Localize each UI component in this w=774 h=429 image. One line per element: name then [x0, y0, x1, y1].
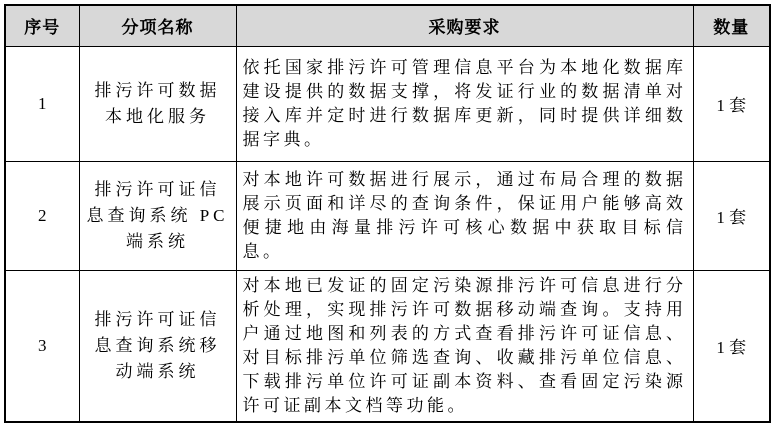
cell-index: 2 — [5, 161, 79, 270]
table-row — [5, 46, 770, 161]
table-row — [5, 161, 770, 270]
cell-quantity: 1 套 — [693, 270, 770, 422]
col-header-item-name: 分项名称 — [79, 5, 236, 46]
document-page — [4, 4, 769, 423]
col-header-index: 序号 — [5, 5, 79, 46]
cell-item-name: 排污许可证信息查询系统移动端系统 — [79, 270, 236, 422]
cell-index: 1 — [5, 46, 79, 161]
procurement-table — [4, 4, 771, 423]
col-header-requirement: 采购要求 — [236, 5, 693, 46]
table-row — [5, 270, 770, 422]
cell-index: 3 — [5, 270, 79, 422]
cell-item-name: 排污许可证信息查询系统 PC 端系统 — [79, 161, 236, 270]
col-header-quantity: 数量 — [693, 5, 770, 46]
cell-requirement: 依托国家排污许可管理信息平台为本地化数据库建设提供的数据支撑，将发证行业的数据清单对接入库并定时进行数据库更新，同时提供详细数据字典。 — [236, 46, 693, 161]
cell-quantity: 1 套 — [693, 46, 770, 161]
table-header-row — [5, 5, 770, 46]
cell-item-name: 排污许可数据本地化服务 — [79, 46, 236, 161]
cell-quantity: 1 套 — [693, 161, 770, 270]
cell-requirement: 对本地已发证的固定污染源排污许可信息进行分析处理，实现排污许可数据移动端查询。支持用户通过地图和列表的方式查看排污许可证信息、对目标排污单位筛选查询、收藏排污单位信息、下载排污单位许可证副本资料、查看固定污染源许可证副本文档等功能。 — [236, 270, 693, 422]
cell-requirement: 对本地许可数据进行展示，通过布局合理的数据展示页面和详尽的查询条件，保证用户能够高效便捷地由海量排污许可核心数据中获取目标信息。 — [236, 161, 693, 270]
